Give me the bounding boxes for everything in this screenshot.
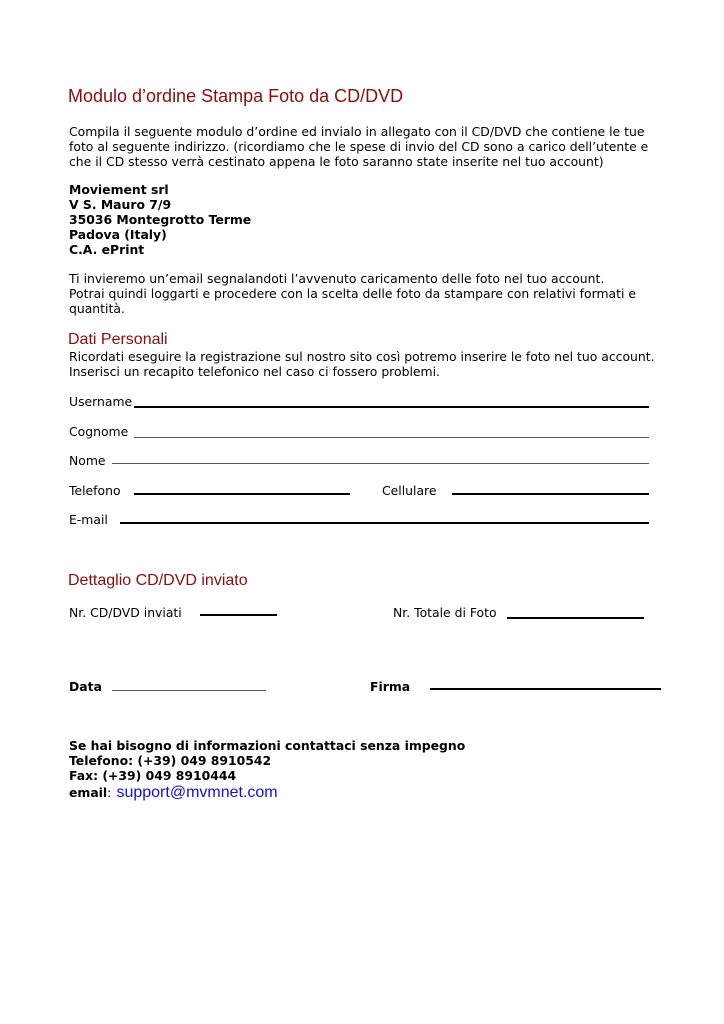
- email-field[interactable]: [120, 522, 649, 524]
- contact-email-row: [69, 782, 278, 802]
- cognome-field[interactable]: [134, 437, 649, 438]
- intro-line: che il CD stesso verrà cestinato appena le foto saranno state inserite nel tuo account): [69, 154, 604, 169]
- username-label: Username: [69, 394, 133, 409]
- contact-email-separator: :: [107, 785, 112, 800]
- personal-data-heading: Dati Personali: [68, 331, 168, 348]
- cd-count-label: Nr. CD/DVD inviati: [69, 605, 182, 620]
- nome-field[interactable]: [112, 463, 649, 464]
- username-field[interactable]: [134, 406, 649, 408]
- cognome-label: Cognome: [69, 424, 129, 439]
- intro-paragraph: [69, 124, 648, 169]
- telefono-field[interactable]: [134, 493, 350, 495]
- personal-text-line: Inserisci un recapito telefonico nel caso ci fossero problemi.: [69, 364, 440, 379]
- address-line: 35036 Montegrotto Terme: [69, 212, 252, 227]
- nome-label: Nome: [69, 453, 106, 468]
- support-email-link[interactable]: support@mvmnet.com: [116, 784, 278, 801]
- personal-text-line: Ricordati eseguire la registrazione sul nostro sito così potremo inserire le foto nel tuo account.: [69, 349, 655, 364]
- cd-detail-heading: Dettaglio CD/DVD inviato: [68, 572, 248, 589]
- cellulare-label: Cellulare: [382, 483, 437, 498]
- contact-block: [69, 738, 465, 783]
- intro-line: foto al seguente indirizzo. (ricordiamo che le spese di invio del CD sono a carico dell’utente e: [69, 139, 649, 154]
- shipping-address: [69, 182, 251, 257]
- contact-fax: Fax: (+39) 049 8910444: [69, 768, 237, 783]
- cellulare-field[interactable]: [452, 493, 649, 495]
- notice-paragraph: [69, 271, 636, 316]
- signature-label: Firma: [370, 679, 411, 694]
- personal-data-text: [69, 349, 655, 379]
- photo-total-field[interactable]: [507, 617, 644, 619]
- contact-phone: Telefono: (+39) 049 8910542: [69, 753, 272, 768]
- address-line: C.A. ePrint: [69, 242, 145, 257]
- telefono-label: Telefono: [69, 483, 121, 498]
- email-label: E-mail: [69, 512, 108, 527]
- date-field[interactable]: [112, 690, 266, 691]
- notice-line: Potrai quindi loggarti e procedere con la scelta delle foto da stampare con relativi formati e: [69, 286, 636, 301]
- signature-field[interactable]: [430, 688, 661, 690]
- intro-line: Compila il seguente modulo d’ordine ed invialo in allegato con il CD/DVD che contiene le tue: [69, 124, 645, 139]
- address-line: Moviement srl: [69, 182, 169, 197]
- contact-heading: Se hai bisogno di informazioni contattaci senza impegno: [69, 738, 466, 753]
- address-line: V S. Mauro 7/9: [69, 197, 172, 212]
- date-label: Data: [69, 679, 102, 694]
- contact-email-label: email: [69, 785, 108, 800]
- notice-line: Ti invieremo un’email segnalandoti l’avvenuto caricamento delle foto nel tuo account.: [69, 271, 605, 286]
- cd-count-field[interactable]: [200, 614, 277, 616]
- address-line: Padova (Italy): [69, 227, 167, 242]
- notice-line: quantità.: [69, 301, 125, 316]
- page-title: Modulo d’ordine Stampa Foto da CD/DVD: [68, 86, 404, 106]
- photo-total-label: Nr. Totale di Foto: [393, 605, 497, 620]
